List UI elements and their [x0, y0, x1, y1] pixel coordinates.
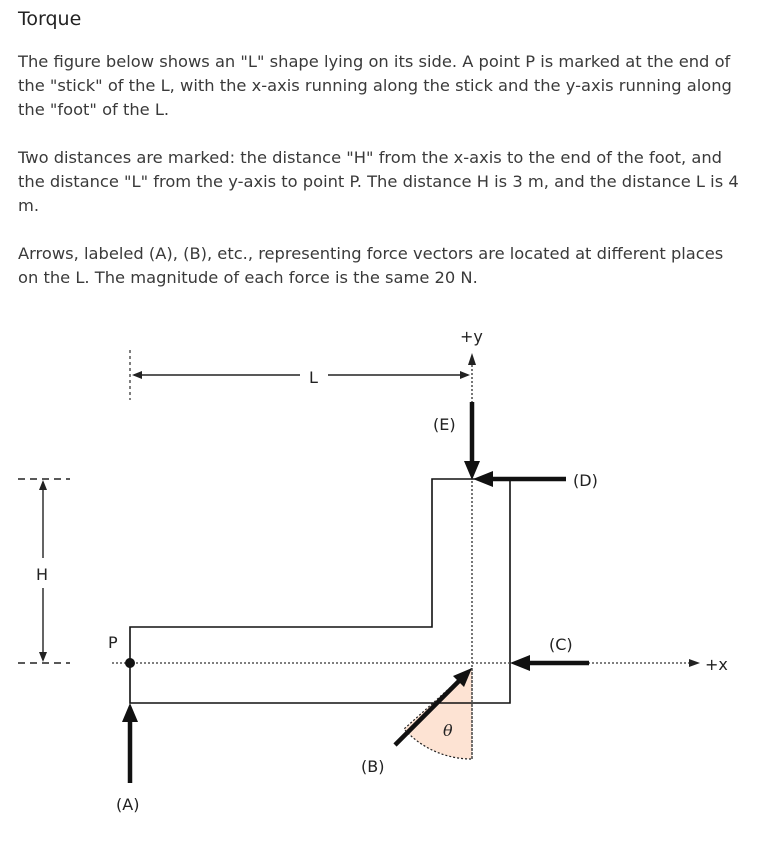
paragraph-description: The figure below shows an "L" shape lying on its side. A point P is marked at the end of the "stick" of the L, with the x-axis running along the stick and the y-axis running along the "foot" of the L. [18, 52, 732, 119]
force-d-label: (D) [573, 471, 598, 490]
l-dimension-arrow-left [132, 371, 142, 379]
point-p [125, 658, 135, 668]
paragraph-distances: Two distances are marked: the distance "H" from the x-axis to the end of the foot, and the distance "L" from the y-axis to point P. The distance H is 3 m, and the distance L is 4 m. [18, 148, 739, 215]
force-c-head [510, 655, 530, 671]
h-dimension-label: H [36, 565, 49, 584]
x-axis-arrowhead [689, 659, 700, 667]
point-p-label: P [108, 633, 118, 652]
force-a-label: (A) [116, 795, 140, 814]
l-shape [130, 479, 510, 703]
force-a-head [122, 703, 138, 722]
h-dimension-arrow-top [39, 480, 47, 490]
paragraph-forces: Arrows, labeled (A), (B), etc., representing force vectors are located at different places on the L. The magnitude of each force is the same 20 N. [18, 244, 724, 287]
l-dimension-arrow-right [460, 371, 470, 379]
h-dimension-arrow-bottom [39, 652, 47, 662]
force-e-head [464, 461, 480, 480]
page-title: Torque [18, 8, 82, 30]
angle-theta-label: θ [443, 721, 453, 740]
x-axis-label: +x [705, 655, 728, 674]
y-axis-label: +y [460, 327, 483, 346]
l-dimension-label: L [309, 368, 318, 387]
force-b-label: (B) [361, 757, 385, 776]
force-e-label: (E) [433, 415, 456, 434]
force-c-label: (C) [549, 635, 573, 654]
y-axis-arrowhead [468, 353, 476, 365]
force-d-head [473, 471, 493, 487]
